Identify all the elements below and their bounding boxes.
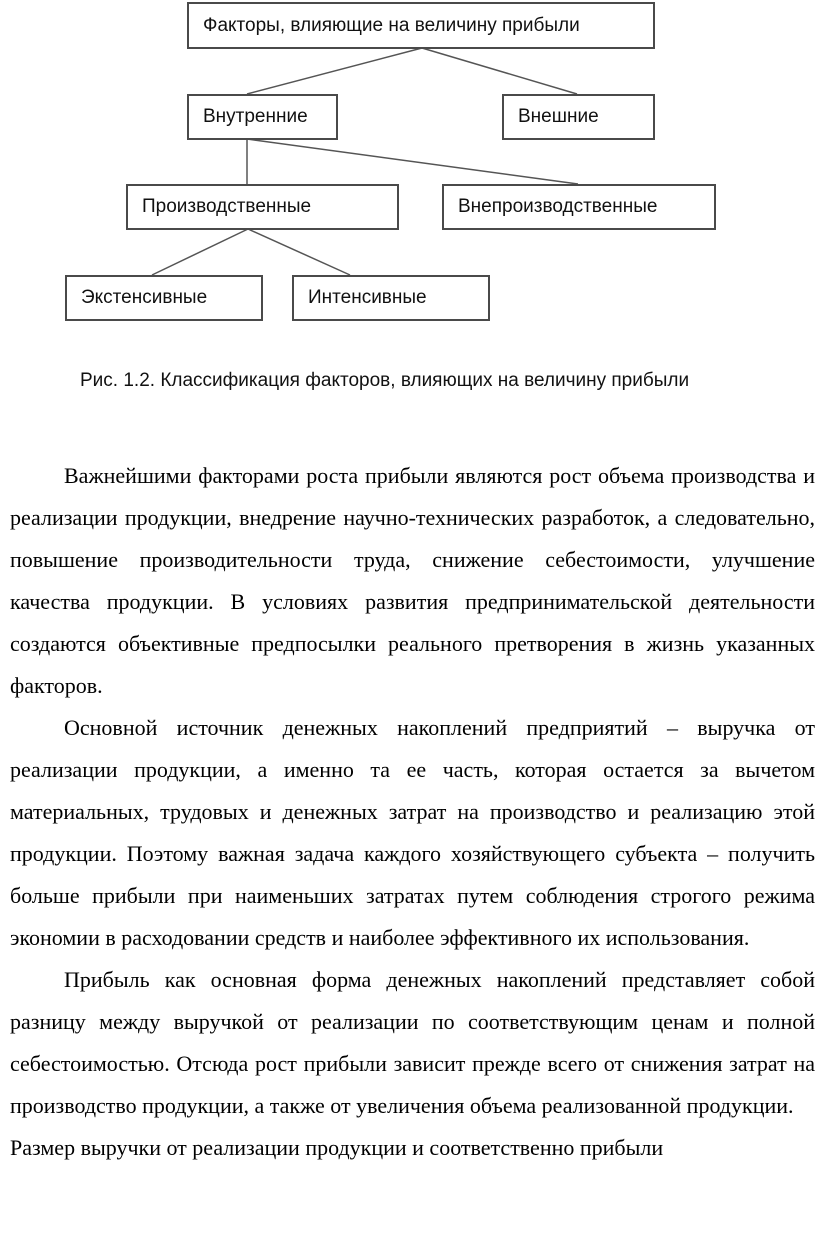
connector-production-intensive: [248, 229, 350, 275]
internal-factors-box: [187, 94, 338, 140]
root-factor-box: [187, 2, 655, 49]
factors-diagram: [0, 0, 816, 420]
paragraph-revenue-size: Размер выручки от реализации продукции и соответственно прибыли: [10, 1135, 664, 1160]
external-factors-label: Внешние: [518, 106, 599, 127]
external-factors-box: [502, 94, 655, 140]
connector-internal-nonproduction: [247, 139, 578, 184]
connector-production-extensive: [152, 229, 248, 275]
non-production-factors-box: [442, 184, 716, 230]
paragraph-profit-growth-factors: Важнейшими факторами роста прибыли являются рост объема производства и реализации продукции, внедрение научно-технических разработок, а следовательно, повышение производительности труда, снижение себестоимости, улучшение качества продукции. В условиях развития предпринимательской деятельности создаются объективные предпосылки реального претворения в жизнь указанных факторов.: [10, 463, 815, 698]
figure-caption: Рис. 1.2. Классификация факторов, влияющих на величину прибыли: [80, 370, 690, 391]
paragraph-profit-definition: Прибыль как основная форма денежных накоплений представляет собой разницу между выручкой от реализации по соответствующим ценам и полной себестоимостью. Отсюда рост прибыли зависит прежде всего от снижения затрат на производство продукции, а также от увеличения объема реализованной продукции.: [10, 967, 815, 1118]
production-factors-label: Производственные: [142, 196, 312, 217]
intensive-factors-box: [292, 275, 490, 321]
non-production-factors-label: Внепроизводственные: [458, 196, 658, 217]
paragraph-main-source: Основной источник денежных накоплений предприятий – выручка от реализации продукции, а именно та ее часть, которая остается за вычетом материальных, трудовых и денежных затрат на производство и реализацию этой продукции. Поэтому важная задача каждого хозяйствующего субъекта – получить больше прибыли при наименьших затратах путем соблюдения строгого режима экономии в расходовании средств и наиболее эффективного их использования.: [10, 715, 815, 950]
connector-root-external: [422, 48, 577, 94]
root-factor-label: Факторы, влияющие на величину прибыли: [203, 14, 580, 36]
extensive-factors-label: Экстенсивные: [81, 287, 208, 308]
production-factors-box: [126, 184, 399, 230]
internal-factors-label: Внутренние: [203, 106, 308, 127]
extensive-factors-box: [65, 275, 263, 321]
body-text: [10, 455, 815, 1169]
intensive-factors-label: Интенсивные: [308, 287, 427, 308]
connector-root-internal: [247, 48, 422, 94]
